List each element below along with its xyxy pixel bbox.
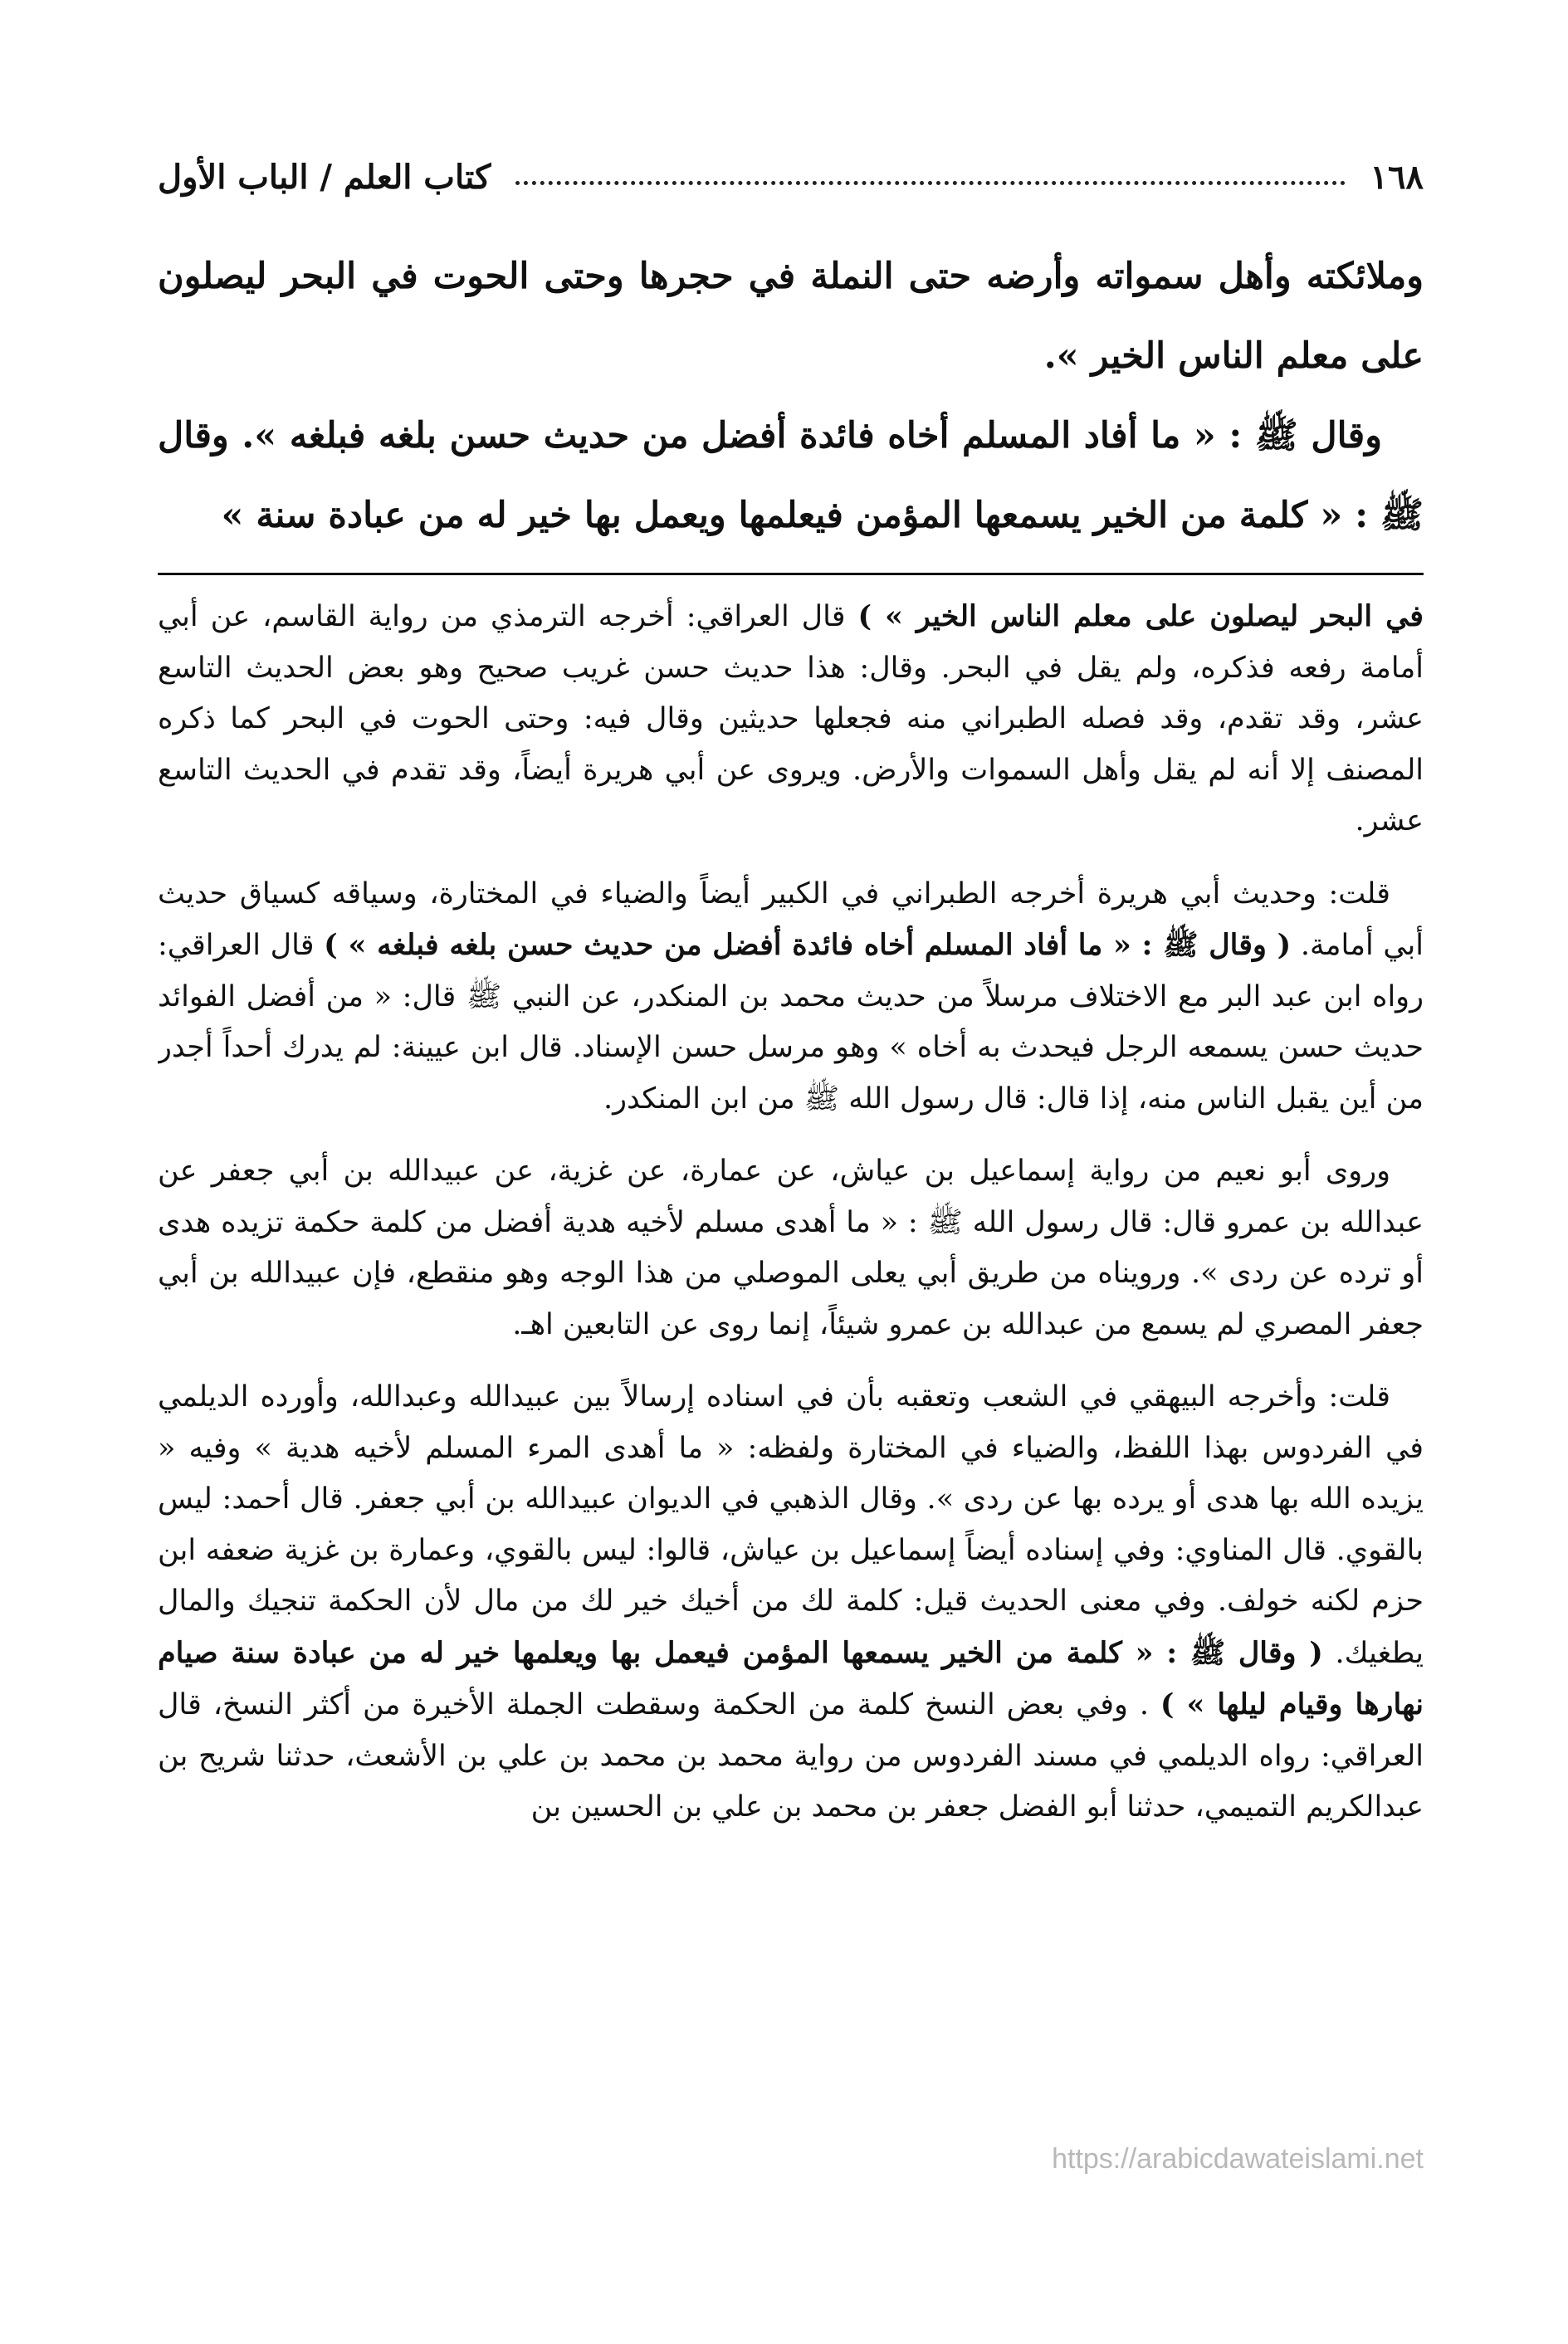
- main-paragraph: وملائكته وأهل سمواته وأرضه حتى النملة في حجرها وحتى الحوت في البحر ليصلون على معلم الناس الخير ».: [158, 256, 1424, 377]
- header-dotted-leader: [515, 169, 1345, 185]
- commentary-paragraph: [158, 1372, 1424, 1834]
- commentary-text: قلت: وحديث أبي هريرة أخرجه الطبراني في الكبير أيضاً والضياء في المختارة، وسياقه كسياق حديث أبي أمامة.: [158, 877, 1424, 962]
- commentary-text: قلت: وأخرجه البيهقي في الشعب وتعقبه بأن في اسناده إرسالاً بين عبيدالله وعبدالله، وأورده الديلمي في الفردوس بهذا اللفظ، والضياء في المختارة ولفظه: « ما أهدى المرء المسلم لأخيه هدية » وفيه « يزيده الله بها هدى أو يرده بها عن ردى ». وقال الذهبي في الديوان عبيدالله بن أبي جعفر. قال أحمد: ليس بالقوي. قال المناوي: وفي إسناده أيضاً إسماعيل بن عياش، قالوا: ليس بالقوي، وعمارة بن غزية ضعفه ابن حزم لكنه خولف. وفي معنى الحديث قيل: كلمة لك من أخيك خير لك من مال لأن الحكمة تنجيك والمال يطغيك.: [158, 1380, 1424, 1670]
- main-paragraph: وقال ﷺ : « ما أفاد المسلم أخاه فائدة أفضل من حديث حسن بلغه فبلغه ». وقال ﷺ : « كلمة من الخير يسمعها المؤمن فيعلمها ويعمل بها خير له من عبادة سنة »: [158, 415, 1424, 536]
- quoted-text: في البحر ليصلون على معلم الناس الخير » ): [857, 599, 1424, 633]
- commentary-section: [158, 591, 1424, 2160]
- page-number: ١٦٨: [1370, 157, 1424, 197]
- commentary-text: قال العراقي: رواه ابن عبد البر مع الاختلاف مرسلاً من حديث محمد بن المنكدر، عن النبي ﷺ قال: « من أفضل الفوائد حديث حسن يسمعه الرجل فيحدث به أخاه » وهو مرسل حسن الإسناد. قال ابن عيينة: لم يدرك أحداً أجدر من أين يقبل الناس منه، إذا قال: قال رسول الله ﷺ من ابن المنكدر.: [158, 929, 1424, 1116]
- commentary-paragraph: [158, 869, 1424, 1126]
- page-header: [158, 148, 1424, 206]
- commentary-paragraph: [158, 591, 1424, 847]
- commentary-text: وروى أبو نعيم من رواية إسماعيل بن عياش، عن عمارة، عن غزية، عن عبيدالله بن أبي جعفر عن عبدالله بن عمرو قال: قال رسول الله ﷺ : « ما أهدى مسلم لأخيه هدية أفضل من كلمة حكمة تزيده هدى أو ترده عن ردى ». ورويناه من طريق أبي يعلى الموصلي من هذا الوجه وهو منقطع، فإن عبيدالله بن أبي جعفر المصري لم يسمع من عبدالله بن عمرو شيئاً، إنما روى عن التابعين اهـ.: [158, 1155, 1424, 1341]
- watermark-url: https://arabicdawateislami.net: [1052, 2143, 1424, 2175]
- commentary-text: . وفي بعض النسخ كلمة من الحكمة وسقطت الجملة الأخيرة من أكثر النسخ، قال العراقي: رواه الديلمي في مسند الفردوس من رواية محمد بن محمد بن علي بن الأشعث، حدثنا شريح بن عبدالكريم التميمي، حدثنا أبو الفضل جعفر بن محمد بن علي بن الحسين بن: [158, 1688, 1424, 1824]
- quoted-text: ( وقال ﷺ : « ما أفاد المسلم أخاه فائدة أفضل من حديث حسن بلغه فبلغه » ): [324, 928, 1292, 962]
- commentary-text: قال العراقي: أخرجه الترمذي من رواية القاسم، عن أبي أمامة رفعه فذكره، ولم يقل في البحر. وقال: هذا حديث حسن غريب صحيح وهو بعض الحديث التاسع عشر، وقد تقدم، وقد فصله الطبراني منه فجعلها حديثين وقال فيه: وحتى الحوت في البحر كما ذكره المصنف إلا أنه لم يقل وأهل السموات والأرض. ويروى عن أبي هريرة أيضاً، وقد تقدم في الحديث التاسع عشر.: [158, 600, 1424, 837]
- running-title: كتاب العلم / الباب الأول: [158, 157, 491, 197]
- footnote-divider: [158, 573, 1424, 575]
- commentary-paragraph: [158, 1146, 1424, 1350]
- quoted-text: ( وقال ﷺ : « كلمة من الخير يسمعها المؤمن فيعمل بها ويعلمها خير له من عبادة سنة صيام نهارها وقيام ليلها » ): [158, 1635, 1424, 1721]
- main-text: [158, 237, 1424, 555]
